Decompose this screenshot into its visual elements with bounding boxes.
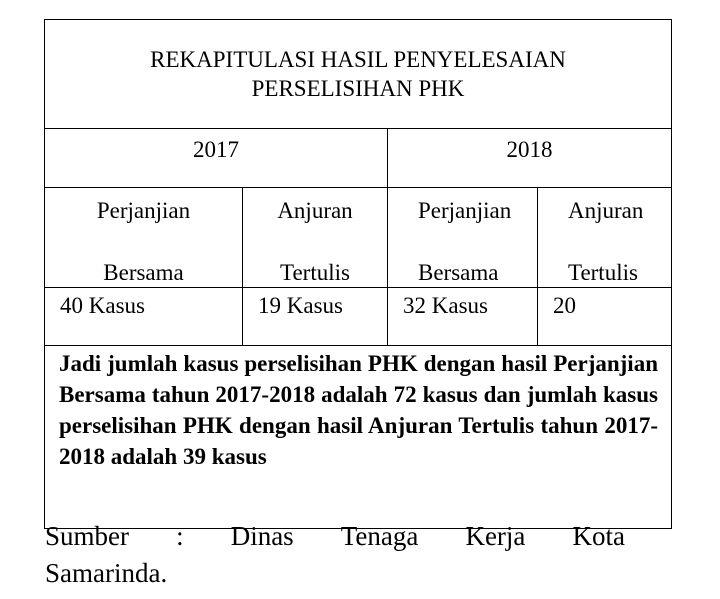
header-label: Perjanjian Bersama	[418, 198, 512, 285]
data-cell	[388, 288, 538, 346]
source-note	[45, 518, 625, 592]
table-row	[45, 288, 672, 346]
year-label: 2018	[506, 137, 553, 162]
summary-text: Jadi jumlah kasus perselisihan PHK dengan hasil Perjanjian Bersama tahun 2017-2018 adalah 72 kasus dan jumlah kasus perselisihan PHK dengan hasil Anjuran Tertulis tahun 2017-2018 adalah 39 kasus	[59, 351, 658, 469]
header-label: Anjuran Tertulis	[277, 198, 353, 285]
header-cell	[538, 188, 672, 288]
header-cell	[388, 188, 538, 288]
table-title-line2: PERSELISIHAN PHK	[251, 76, 465, 101]
year-cell-2018	[388, 129, 672, 188]
source-word: :	[176, 521, 184, 551]
case-count: 32 Kasus	[403, 293, 488, 318]
case-count: 20	[553, 293, 576, 318]
summary-cell	[45, 346, 672, 529]
year-cell-2017	[45, 129, 388, 188]
year-row	[45, 129, 672, 188]
header-label: Perjanjian Bersama	[96, 198, 191, 285]
table-title-line1: REKAPITULASI HASIL PENYELESAIAN	[150, 47, 566, 72]
recap-table	[44, 19, 672, 529]
case-count: 40 Kasus	[60, 293, 145, 318]
header-row	[45, 188, 672, 288]
source-word: Tenaga	[340, 521, 419, 551]
header-label: Anjuran Tertulis	[568, 198, 644, 285]
data-cell	[243, 288, 388, 346]
header-cell	[243, 188, 388, 288]
source-word: Sumber	[45, 521, 129, 551]
source-word: Kerja	[465, 521, 526, 551]
table-title-row	[45, 20, 672, 129]
summary-row	[45, 346, 672, 529]
year-label: 2017	[193, 137, 239, 162]
source-word: Dinas	[230, 521, 294, 551]
source-line2: Samarinda.	[45, 558, 168, 588]
table-title-cell	[45, 20, 672, 129]
data-cell	[45, 288, 243, 346]
header-cell	[45, 188, 243, 288]
case-count: 19 Kasus	[258, 293, 343, 318]
data-cell	[538, 288, 672, 346]
source-line1	[45, 518, 625, 555]
table-title	[45, 45, 671, 103]
recap-table-container	[44, 19, 671, 529]
source-word: Kota	[572, 521, 625, 551]
